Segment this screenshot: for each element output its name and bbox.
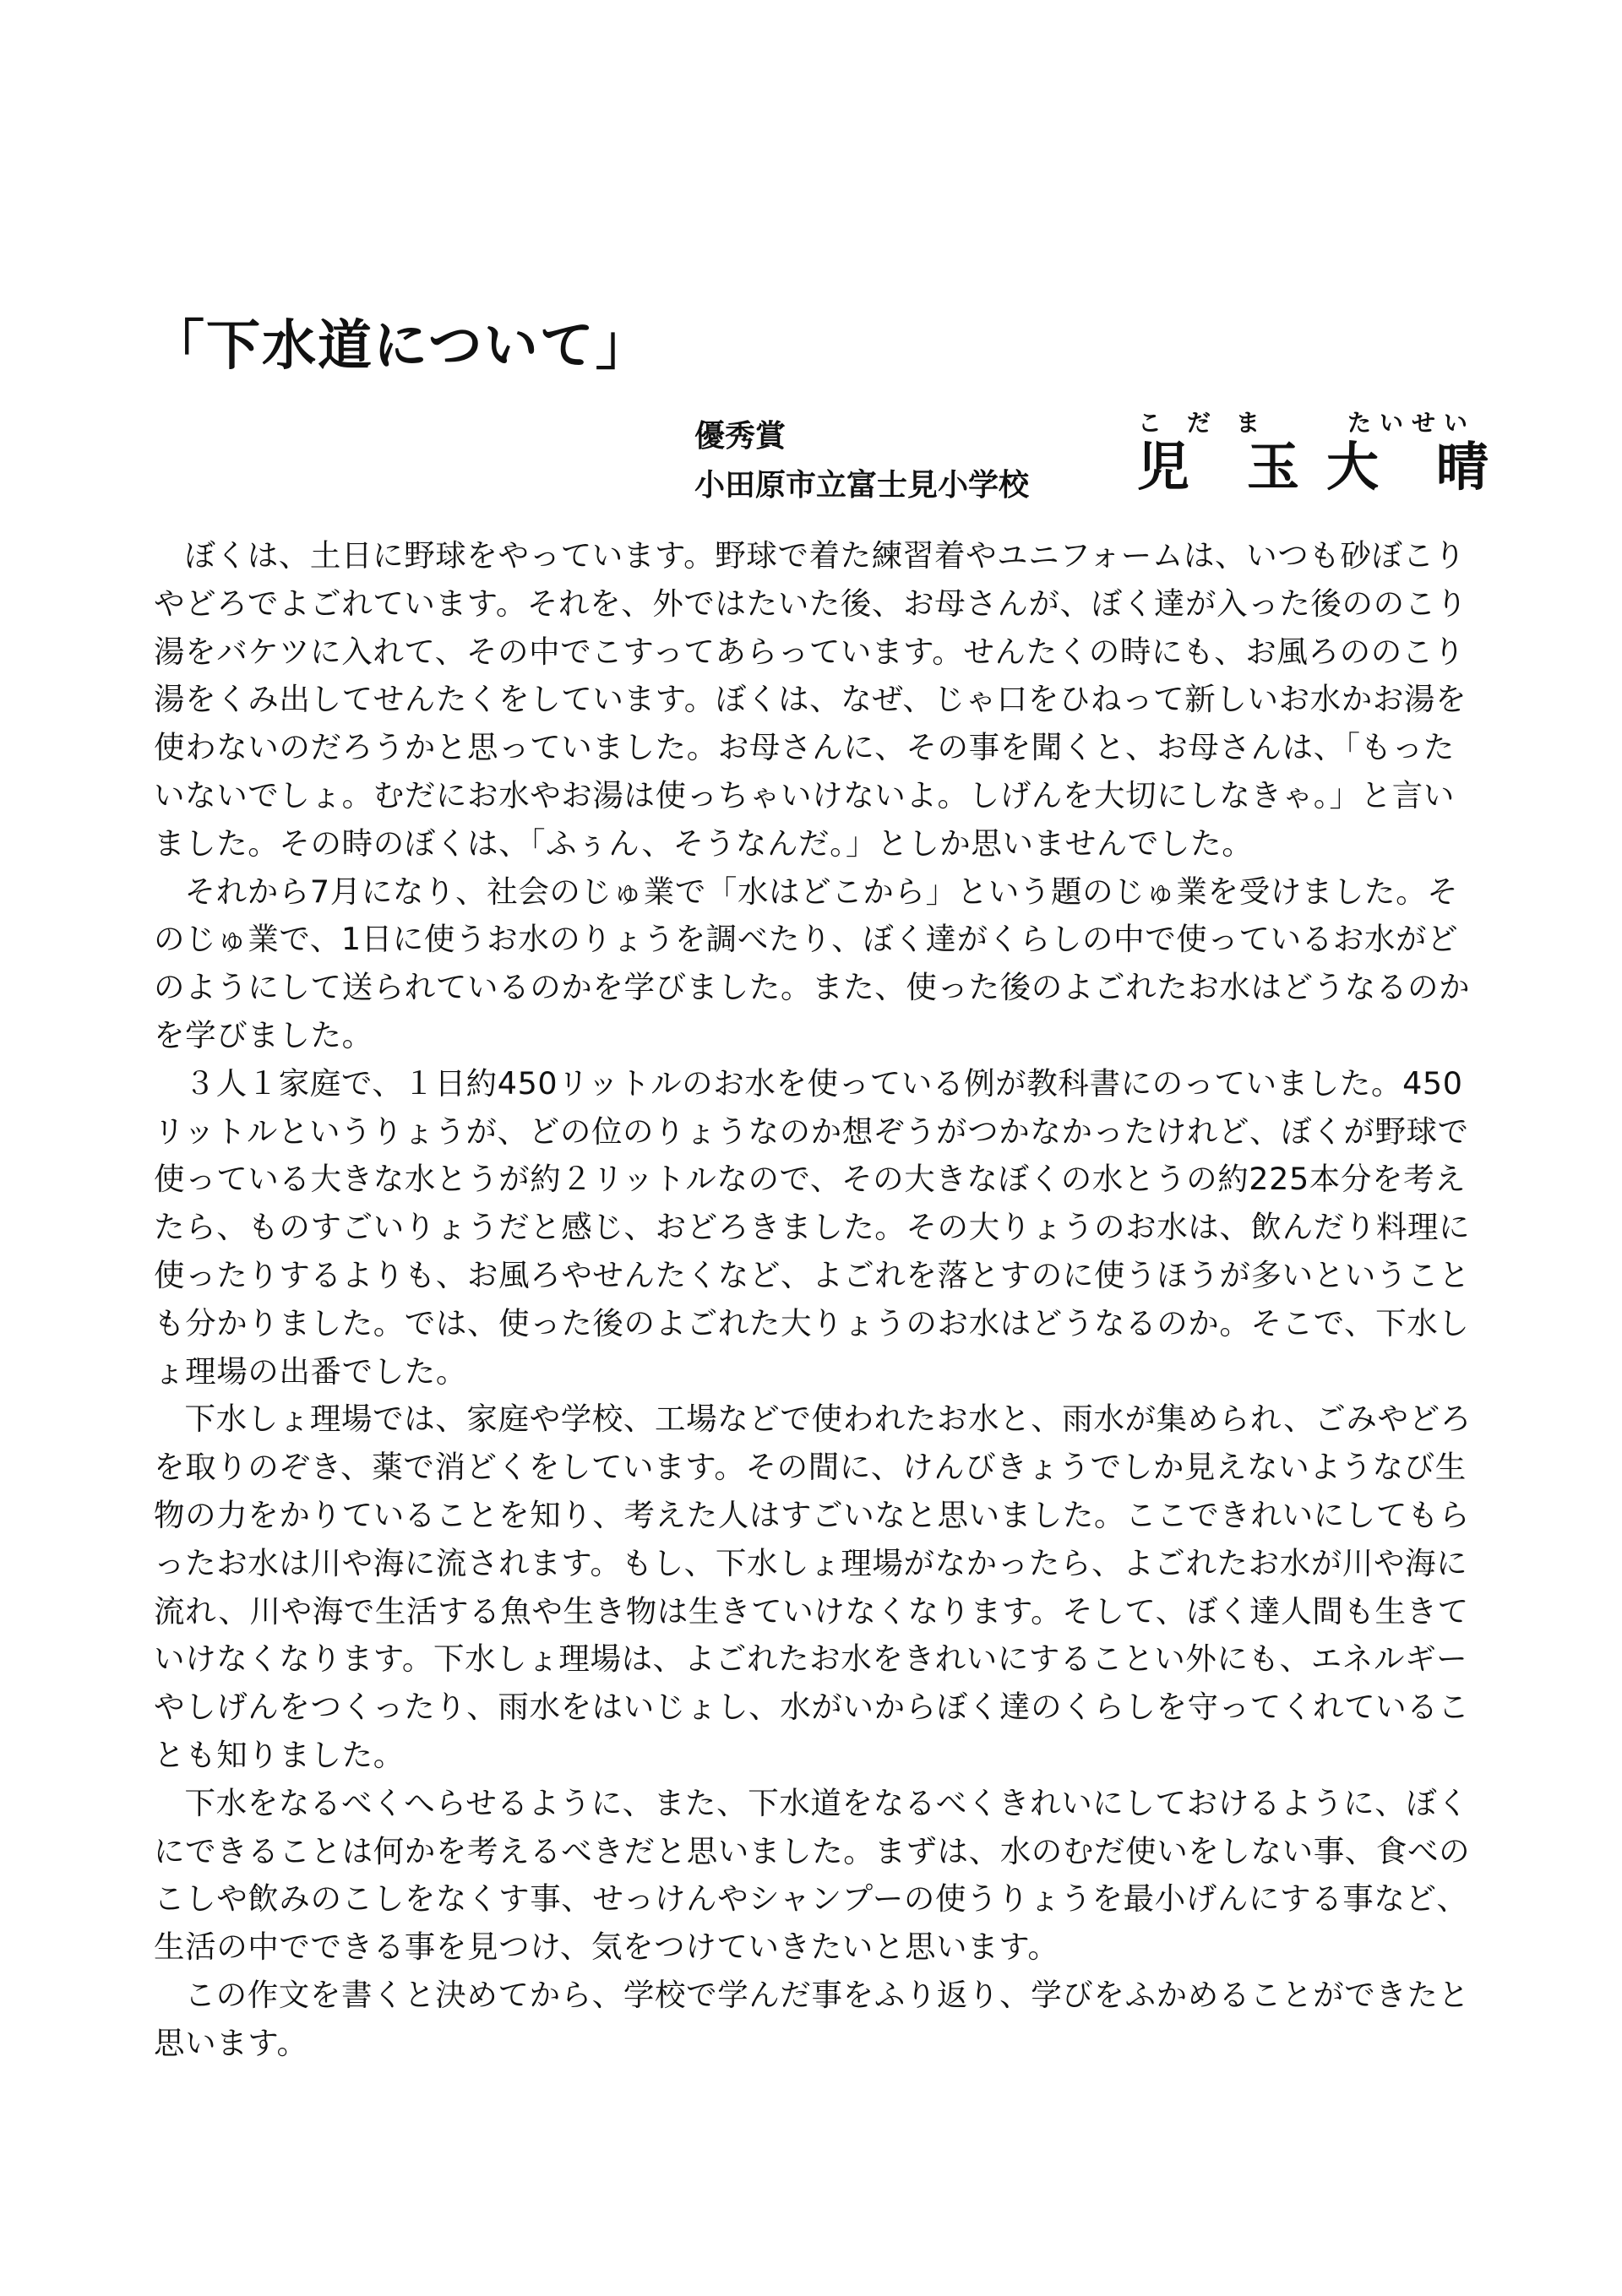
paragraph-5: 下水をなるべくへらせるように、また、下水道をなるべくきれいにしておけるように、ぼくにできることは何かを考えるべきだと思いました。まずは、水のむだ使いをしない事、食べのこしや飲みのこしをなくす事、せっけんやシャンプーの使うりょうを最小げんにする事など、生活の中でできる事を見つけ、気をつけていきたいと思います。 — [154, 1784, 1471, 1966]
author-family-ruby: こだま — [1137, 409, 1285, 437]
paragraph-3: ３人１家庭で、１日約450リットルのお水を使っている例が教科書にのっていました。450リットルというりょうが、どの位のりょうなのか想ぞうがつかなかったけれど、ぼくが野球で使っている大きな水とうが約２リットルなので、その大きなぼくの水とうの約225本分を考えたら、ものすごいりょうだと感じ、おどろきました。その大りょうのお水は、飲んだり料理に使ったりするよりも、お風ろやせんたくなど、よごれを落とすのに使うほうが多いということも分かりました。では、使った後のよごれた大りょうのお水はどうなるのか。そこで、下水しょ理場の出番でした。 — [154, 1064, 1471, 1390]
paragraph-4: 下水しょ理場では、家庭や学校、工場などで使われたお水と、雨水が集められ、ごみやどろを取りのぞき、薬で消どくをしています。その間に、けんびきょうでしか見えないようなび生物の力をかりていることを知り、考えた人はすごいなと思いました。ここできれいにしてもらったお水は川や海に流されます。もし、下水しょ理場がなかったら、よごれたお水が川や海に流れ、川や海で生活する魚や生き物は生きていけなくなります。そして、ぼく達人間も生きていけなくなります。下水しょ理場は、よごれたお水をきれいにすることい外にも、エネルギーやしげんをつくったり、雨水をはいじょし、水がいからぼく達のくらしを守ってくれていることも知りました。 — [154, 1401, 1472, 1773]
author-given — [1320, 409, 1547, 498]
award-block — [694, 412, 1029, 510]
paragraph-6: この作文を書くと決めてから、学校で学んだ事をふり返り、学びをふかめることができたと思います。 — [154, 1976, 1470, 2061]
author-family-name: 児玉 — [1137, 436, 1358, 498]
author-given-ruby: たいせい — [1347, 409, 1476, 437]
essay-title: 「下水道について」 — [150, 315, 651, 378]
paragraph-2: それから7月になり、社会のじゅ業で「水はどこから」という題のじゅ業を受けました。そのじゅ業で、1日に使うお水のりょうを調べたり、ぼく達がくらしの中で使っているお水がどのようにして送られているのかを学びました。また、使った後のよごれたお水はどうなるのかを学びました。 — [154, 873, 1471, 1053]
school-name: 小田原市立富士見小学校 — [694, 468, 1030, 503]
paragraph-1: ぼくは、土日に野球をやっています。野球で着た練習着やユニフォームは、いつも砂ぼこりやどろでよごれています。それを、外ではたいた後、お母さんが、ぼく達が入った後ののこり湯をバケツに入れて、その中でこすってあらっています。せんたくの時にも、お風ろののこり湯をくみ出してせんたくをしています。ぼくは、なぜ、じゃ口をひねって新しいお水かお湯を使わないのだろうかと思っていました。お母さんに、その事を聞くと、お母さんは、「もったいないでしょ。むだにお水やお湯は使っちゃいけないよ。しげんを大切にしなきゃ。」と言いました。その時のぼくは、「ふぅん、そうなんだ。」としか思いませんでした。 — [154, 537, 1467, 862]
author-given-name: 大晴 — [1326, 436, 1547, 498]
award-label: 優秀賞 — [694, 419, 787, 454]
essay-body — [154, 532, 1472, 2068]
author-name — [1120, 409, 1547, 510]
author-family — [1120, 409, 1358, 498]
